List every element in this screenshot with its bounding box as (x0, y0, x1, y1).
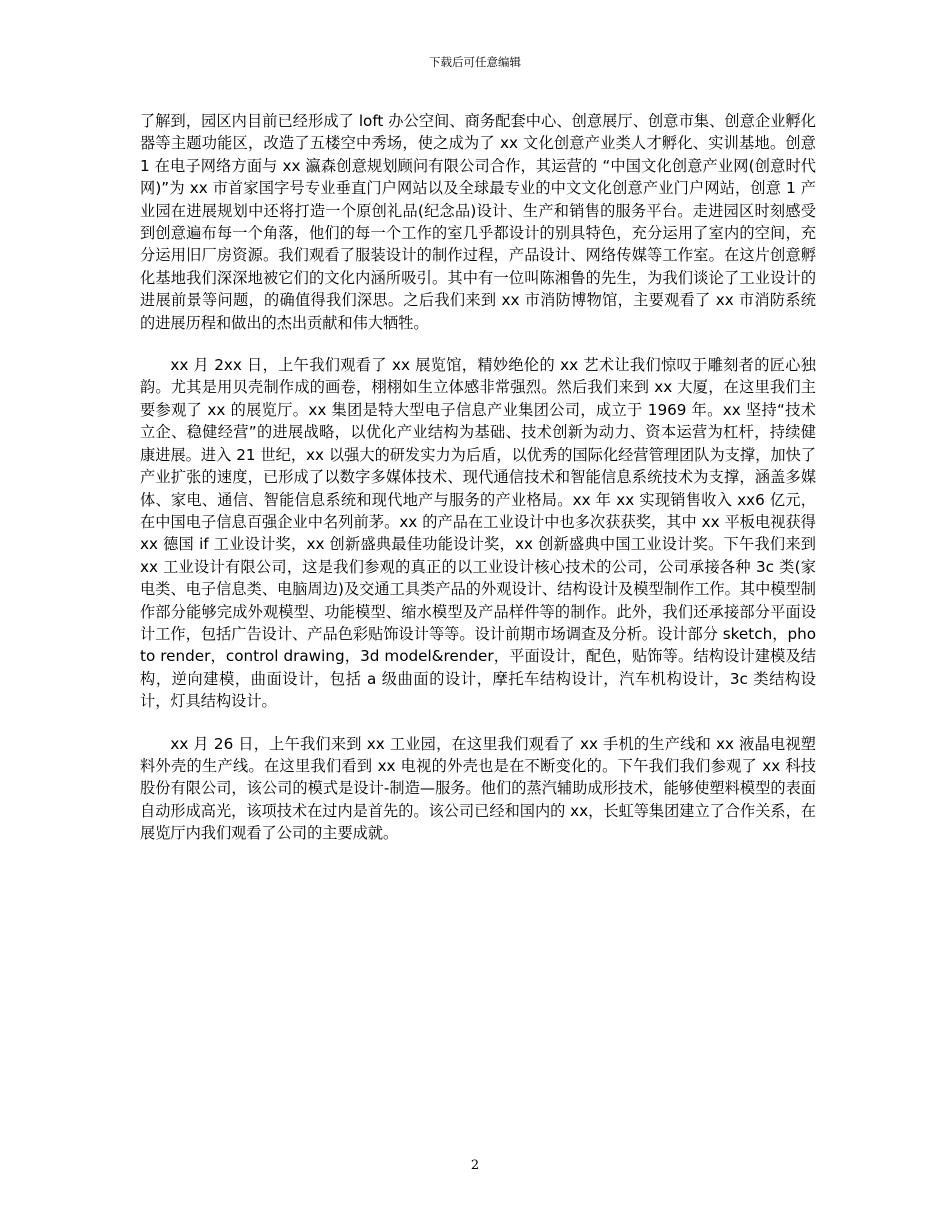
paragraph-1: 了解到，园区内目前已经形成了 loft 办公空间、商务配套中心、创意展厅、创意市集、创意企业孵化器等主题功能区，改造了五楼空中秀场，使之成为了 xx 文化创意产业类人才孵化、实训基地。创意 1 在电子网络方面与 xx 瀛森创意规划顾问有限公司合作，其运营的 “中国文化创意产业网(创意时代网)”为 xx 市首家国字号专业垂直门户网站以及全球最专业的中文文化创意产业门户网站，创意 1 产业园在进展规划中还将打造一个原创礼品(纪念品)设计、生产和销售的服务平台。走进园区时刻感受到创意遍布每一个角落，他们的每一个工作的室几乎都设计的别具特色，充分运用了室内的空间，充分运用旧厂房资源。我们观看了服装设计的制作过程，产品设计、网络传媒等工作室。在这片创意孵化基地我们深深地被它们的文化内涵所吸引。其中有一位叫陈湘鲁的先生，为我们谈论了工业设计的进展前景等问题，的确值得我们深思。之后我们来到 xx 市消防博物馆，主要观看了 xx 市消防系统的进展历程和做出的杰出贡献和伟大牺牲。 (140, 112, 816, 332)
page-header-note: 下载后可任意编辑 (429, 55, 521, 69)
paragraph-3: xx 月 26 日，上午我们来到 xx 工业园，在这里我们观看了 xx 手机的生产线和 xx 液晶电视塑料外壳的生产线。在这里我们看到 xx 电视的外壳也是在不断变化的。下午我们我们参观了 xx 科技股份有限公司，该公司的模式是设计-制造—服务。他们的蒸汽辅助成形技术，能够使塑料模型的表面自动形成高光，该项技术在过内是首先的。该公司已经和国内的 xx，长虹等集团建立了合作关系，在展览厅内我们观看了公司的主要成就。 (140, 734, 816, 843)
page-number: 2 (470, 1158, 480, 1173)
paragraph-2: xx 月 2xx 日，上午我们观看了 xx 展览馆，精妙绝伦的 xx 艺术让我们惊叹于雕刻者的匠心独韵。尤其是用贝壳制作成的画卷，栩栩如生立体感非常强烈。然后我们来到 xx 大厦，在这里我们主要参观了 xx 的展览厅。xx 集团是特大型电子信息产业集团公司，成立于 1969 年。xx 坚持“技术立企、稳健经营”的进展战略，以优化产业结构为基础、技术创新为动力、资本运营为杠杆，持续健康进展。进入 21 世纪，xx 以强大的研发实力为后盾，以优秀的国际化经营管理团队为支撑，加快了产业扩张的速度，已形成了以数字多媒体技术、现代通信技术和智能信息系统技术为支撑，涵盖多媒体、家电、通信、智能信息系统和现代地产与服务的产业格局。xx 年 xx 实现销售收入 xx6 亿元，在中国电子信息百强企业中名列前茅。xx 的产品在工业设计中也多次获获奖，其中 xx 平板电视获得 xx 德国 if 工业设计奖，xx 创新盛典最佳功能设计奖，xx 创新盛典中国工业设计奖。下午我们来到 xx 工业设计有限公司，这是我们参观的真正的以工业设计核心技术的公司，公司承接各种 3c 类(家电类、电子信息类、电脑周边)及交通工具类产品的外观设计、结构设计及模型制作工作。其中模型制作部分能够完成外观模型、功能模型、缩水模型及产品样件等的制作。此外，我们还承接部分平面设计工作，包括广告设计、产品色彩贴饰设计等等。设计前期市场调查及分析。设计部分 sketch，photo render，control drawing，3d model&render，平面设计，配色，贴饰等。结构设计建模及结构，逆向建模，曲面设计，包括 a 级曲面的设计，摩托车结构设计，汽车机构设计，3c 类结构设计，灯具结构设计。 (140, 356, 816, 711)
document-body (140, 110, 816, 845)
